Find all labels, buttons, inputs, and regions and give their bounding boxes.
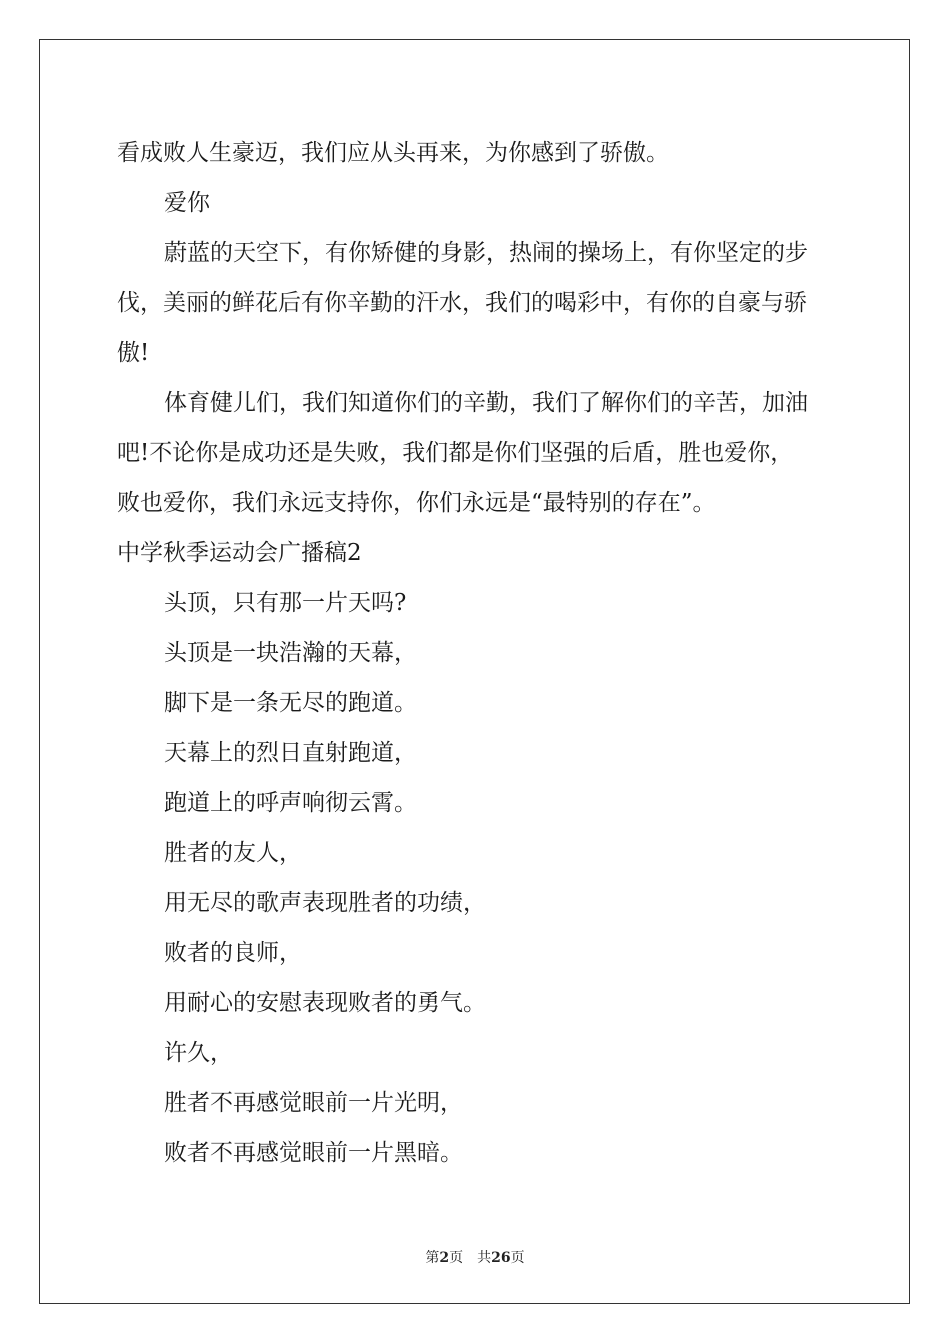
text-line: 蔚蓝的天空下，有你矫健的身影，热闹的操场上，有你坚定的步 (164, 240, 808, 266)
text-line: 头顶，只有那一片天吗? (164, 590, 407, 616)
text-line: 爱你 (164, 190, 210, 216)
text-line: 许久， (164, 1040, 233, 1066)
text-line: 脚下是一条无尽的跑道。 (164, 690, 417, 716)
page-suffix: 页 (449, 1250, 464, 1266)
text-line: 用耐心的安慰表现败者的勇气。 (164, 990, 486, 1016)
text-line: 吧!不论你是成功还是失败，我们都是你们坚强的后盾，胜也爱你， (117, 440, 794, 466)
text-line: 天幕上的烈日直射跑道， (164, 740, 417, 766)
text-line: 傲! (117, 340, 150, 366)
page-number: 2 (439, 1250, 450, 1266)
text-line: 败者不再感觉眼前一片黑暗。 (164, 1140, 463, 1166)
text-line: 头顶是一块浩瀚的天幕， (164, 640, 417, 666)
page-prefix: 第 (425, 1250, 440, 1266)
text-line: 体育健儿们，我们知道你们的辛勤，我们了解你们的辛苦，加油 (164, 390, 808, 416)
text-line: 败也爱你，我们永远支持你，你们永远是“最特别的存在”。 (117, 490, 716, 516)
document-body (117, 128, 837, 1178)
total-suffix: 页 (510, 1250, 525, 1266)
text-line: 中学秋季运动会广播稿2 (117, 540, 362, 566)
total-prefix: 共 (477, 1250, 492, 1266)
text-line: 伐，美丽的鲜花后有你辛勤的汗水，我们的喝彩中，有你的自豪与骄 (117, 290, 807, 316)
text-line: 败者的良师， (164, 940, 302, 966)
text-line: 胜者的友人， (164, 840, 302, 866)
text-line: 用无尽的歌声表现胜者的功绩， (164, 890, 486, 916)
total-pages: 26 (491, 1250, 511, 1266)
text-line: 跑道上的呼声响彻云霄。 (164, 790, 417, 816)
text-line: 胜者不再感觉眼前一片光明， (164, 1090, 463, 1116)
page-footer (0, 1247, 950, 1267)
text-line: 看成败人生豪迈，我们应从头再来，为你感到了骄傲。 (117, 140, 669, 166)
